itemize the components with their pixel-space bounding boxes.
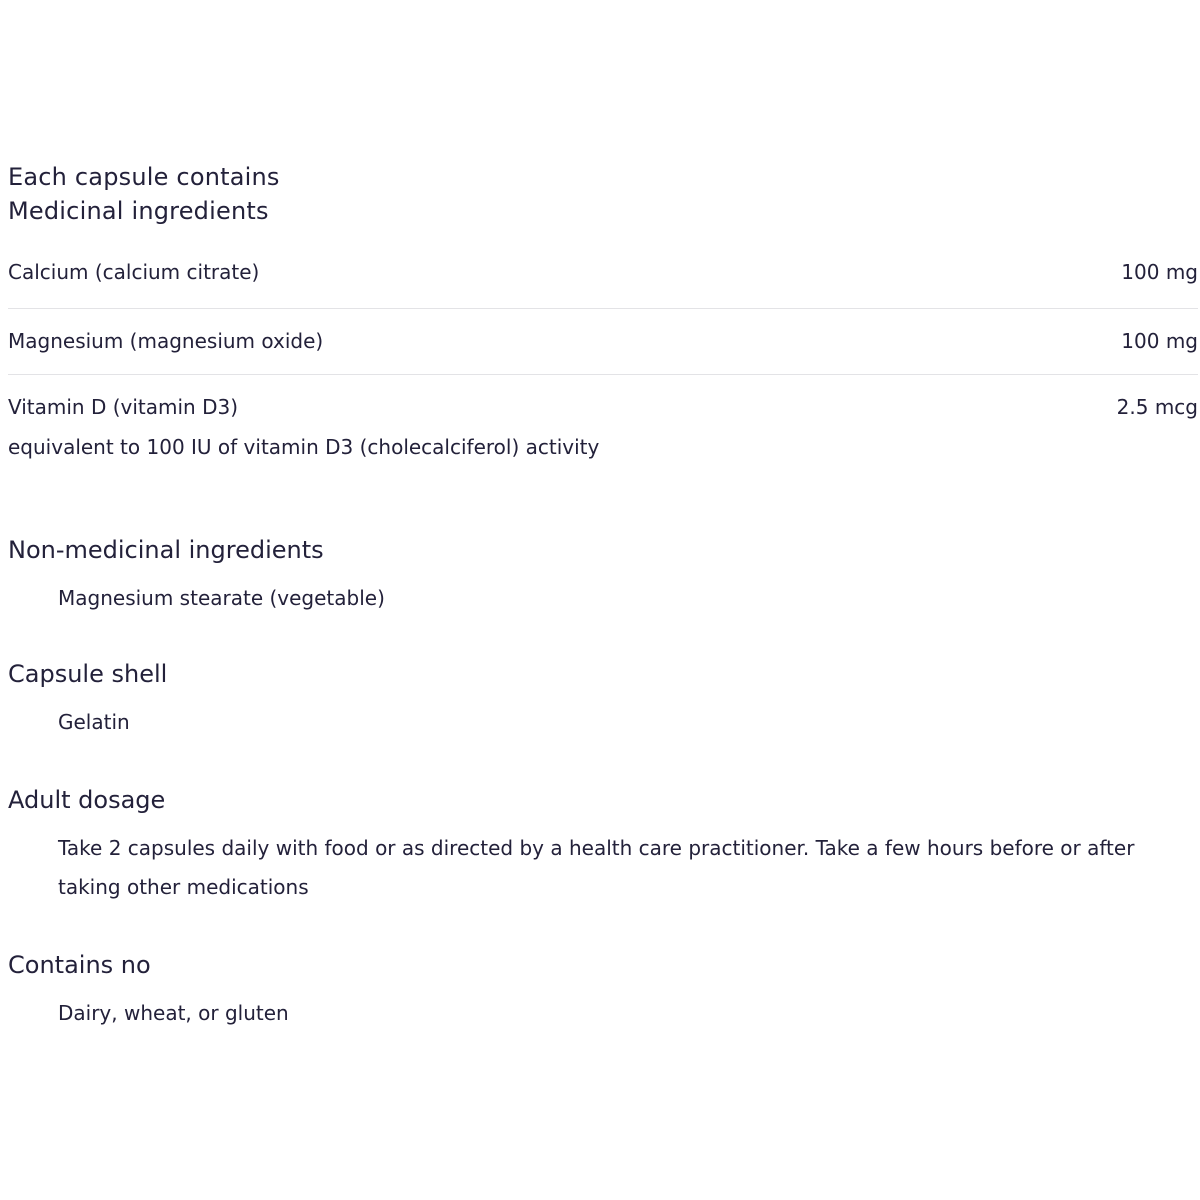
- contains-no-heading: Contains no: [8, 951, 151, 979]
- capsule-contains-heading: Each capsule contains: [8, 163, 280, 191]
- ingredient-note: equivalent to 100 IU of vitamin D3 (cholecalciferol) activity: [8, 435, 600, 459]
- medicinal-ingredients-heading: Medicinal ingredients: [8, 197, 269, 225]
- ingredient-name: Magnesium (magnesium oxide): [8, 329, 324, 353]
- ingredient-amount: 2.5 mcg: [1116, 395, 1198, 419]
- non-medicinal-heading: Non-medicinal ingredients: [8, 536, 324, 564]
- capsule-shell-heading: Capsule shell: [8, 660, 168, 688]
- ingredient-row: [8, 309, 1198, 375]
- product-info: [8, 160, 1198, 1033]
- adult-dosage-section: [8, 783, 1198, 907]
- capsule-shell-section: [8, 657, 1198, 742]
- contains-no-body: Dairy, wheat, or gluten: [58, 1001, 289, 1025]
- ingredient-name: Calcium (calcium citrate): [8, 260, 260, 284]
- ingredient-row: [8, 252, 1198, 309]
- contains-no-section: [8, 948, 1198, 1033]
- medicinal-ingredients-table: [8, 252, 1198, 475]
- capsule-shell-body: Gelatin: [58, 710, 130, 734]
- ingredient-amount: 100 mg: [1121, 329, 1198, 353]
- adult-dosage-heading: Adult dosage: [8, 786, 166, 814]
- ingredient-name: Vitamin D (vitamin D3): [8, 395, 239, 419]
- ingredient-amount: 100 mg: [1121, 260, 1198, 284]
- non-medicinal-body: Magnesium stearate (vegetable): [58, 586, 385, 610]
- ingredient-row: [8, 375, 1198, 475]
- adult-dosage-body: Take 2 capsules daily with food or as directed by a health care practitioner. Take a few hours before or after taking other medications: [58, 836, 1135, 899]
- non-medicinal-section: [8, 533, 1198, 618]
